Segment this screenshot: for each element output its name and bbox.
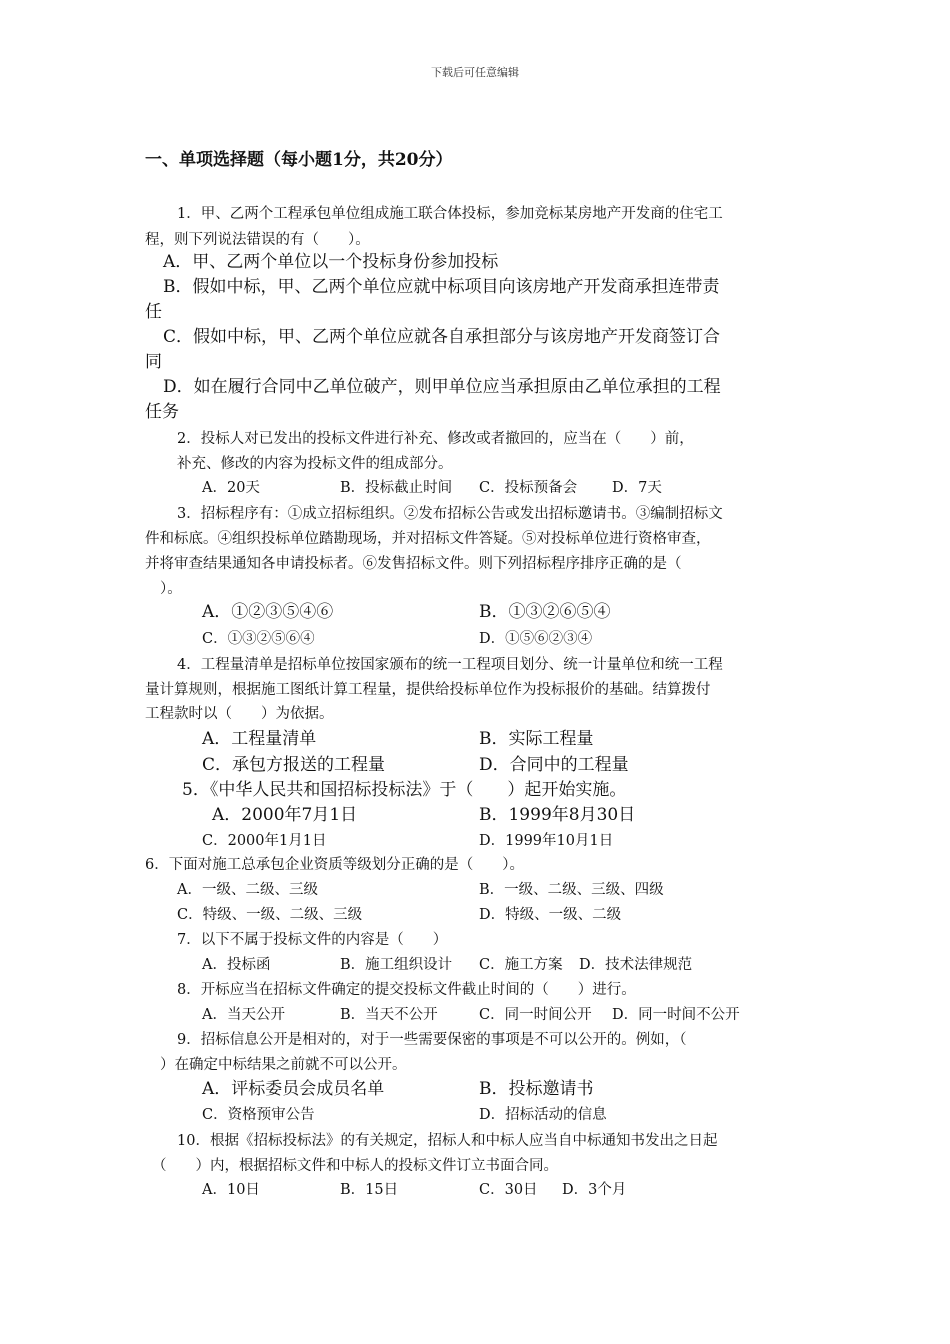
question-1-option-a: A．甲、乙两个单位以一个投标身份参加投标: [163, 252, 499, 272]
question-1-option-c-line-1: C．假如中标，甲、乙两个单位应就各自承担部分与该房地产开发商签订合: [163, 327, 721, 347]
question-10-stem-line-1: 10．根据《招标投标法》的有关规定，招标人和中标人应当自中标通知书发出之日起: [177, 1133, 718, 1149]
question-9-option-b: B．投标邀请书: [479, 1079, 594, 1099]
question-10-option-b: B．15日: [340, 1182, 399, 1198]
question-4-option-d: D．合同中的工程量: [479, 755, 629, 775]
question-9-stem-line-1: 9．招标信息公开是相对的，对于一些需要保密的事项是不可以公开的。例如，（: [177, 1032, 687, 1048]
question-4-option-a: A．工程量清单: [202, 729, 317, 749]
question-7-option-b: B．施工组织设计: [340, 957, 453, 973]
page-header: 下载后可任意编辑: [431, 66, 519, 79]
question-7-option-d: D．技术法律规范: [579, 957, 693, 973]
question-9-stem-line-2: ）在确定中标结果之前就不可以公开。: [160, 1057, 407, 1073]
question-9-option-d: D．招标活动的信息: [479, 1107, 607, 1123]
question-5-option-d: D．1999年10月1日: [479, 833, 614, 849]
question-2-option-c: C．投标预备会: [479, 480, 578, 496]
question-1-option-c-line-2: 同: [145, 352, 162, 372]
question-6-option-d: D．特级、一级、二级: [479, 907, 622, 923]
question-1-option-b-line-2: 任: [145, 302, 162, 322]
question-3-stem-line-3: 并将审查结果通知各申请投标者。⑥发售招标文件。则下列招标程序排序正确的是（: [145, 556, 682, 572]
question-1-stem-line-2: 程，则下列说法错误的有（ ）。: [145, 232, 370, 248]
question-4-stem-line-3: 工程款时以（ ）为依据。: [145, 706, 334, 722]
section-title: 一、单项选择题（每小题1分，共20分）: [145, 150, 453, 170]
question-2-option-a: A．20天: [202, 480, 260, 496]
question-10-option-d: D．3个月: [562, 1182, 627, 1198]
question-9-option-c: C．资格预审公告: [202, 1107, 315, 1123]
question-10-stem-line-2: （ ）内，根据招标文件和中标人的投标文件订立书面合同。: [152, 1158, 558, 1174]
question-3-option-a: A．①②③⑤④⑥: [202, 602, 334, 622]
question-3-option-b: B．①③②⑥⑤④: [479, 602, 611, 622]
question-2-option-d: D．7天: [612, 480, 662, 496]
question-3-stem-line-4: ）。: [160, 581, 182, 597]
question-3-stem-line-1: 3．招标程序有：①成立招标组织。②发布招标公告或发出招标邀请书。③编制招标文: [177, 506, 723, 522]
question-2-option-b: B．投标截止时间: [340, 480, 453, 496]
question-7-option-c: C．施工方案: [479, 957, 563, 973]
question-8-option-d: D．同一时间不公开: [612, 1007, 740, 1023]
question-7-stem: 7．以下不属于投标文件的内容是（ ）: [177, 932, 448, 948]
question-4-option-b: B．实际工程量: [479, 729, 594, 749]
question-4-stem-line-1: 4．工程量清单是招标单位按国家颁布的统一工程项目划分、统一计量单位和统一工程: [177, 657, 723, 673]
question-3-stem-line-2: 件和标底。④组织投标单位踏勘现场，并对招标文件答疑。⑤对投标单位进行资格审查，: [145, 531, 711, 547]
question-8-option-b: B．当天不公开: [340, 1007, 438, 1023]
question-3-option-c: C．①③②⑤⑥④: [202, 631, 315, 647]
question-6-stem: 6．下面对施工总承包企业资质等级划分正确的是（ ）。: [145, 857, 524, 873]
question-10-option-a: A．10日: [202, 1182, 260, 1198]
question-9-option-a: A．评标委员会成员名单: [202, 1079, 385, 1099]
question-3-option-d: D．①⑤⑥②③④: [479, 631, 593, 647]
question-5-option-c: C．2000年1月1日: [202, 833, 327, 849]
question-6-option-a: A．一级、二级、三级: [177, 882, 318, 898]
question-8-stem: 8．开标应当在招标文件确定的提交投标文件截止时间的（ ）进行。: [177, 982, 636, 998]
question-8-option-a: A．当天公开: [202, 1007, 285, 1023]
question-10-option-c: C．30日: [479, 1182, 538, 1198]
question-7-option-a: A．投标函: [202, 957, 271, 973]
question-5-stem: 5．《中华人民共和国招标投标法》于（ ）起开始实施。: [182, 780, 627, 800]
question-1-stem-line-1: 1．甲、乙两个工程承包单位组成施工联合体投标，参加竞标某房地产开发商的住宅工: [177, 206, 723, 222]
question-5-option-a: A．2000年7月1日: [212, 805, 358, 825]
question-2-stem-line-1: 2．投标人对已发出的投标文件进行补充、修改或者撤回的，应当在（ ）前，: [177, 431, 694, 447]
question-4-option-c: C．承包方报送的工程量: [202, 755, 386, 775]
question-4-stem-line-2: 量计算规则，根据施工图纸计算工程量，提供给投标单位作为投标报价的基础。结算拨付: [145, 682, 711, 698]
question-1-option-d-line-1: D．如在履行合同中乙单位破产，则甲单位应当承担原由乙单位承担的工程: [163, 377, 721, 397]
question-5-option-b: B．1999年8月30日: [479, 805, 636, 825]
question-1-option-b-line-1: B．假如中标，甲、乙两个单位应就中标项目向该房地产开发商承担连带责: [163, 277, 720, 297]
question-6-option-c: C．特级、一级、二级、三级: [177, 907, 363, 923]
question-2-stem-line-2: 补充、修改的内容为投标文件的组成部分。: [177, 456, 453, 472]
question-1-option-d-line-2: 任务: [145, 402, 179, 422]
question-6-option-b: B．一级、二级、三级、四级: [479, 882, 664, 898]
question-8-option-c: C．同一时间公开: [479, 1007, 592, 1023]
